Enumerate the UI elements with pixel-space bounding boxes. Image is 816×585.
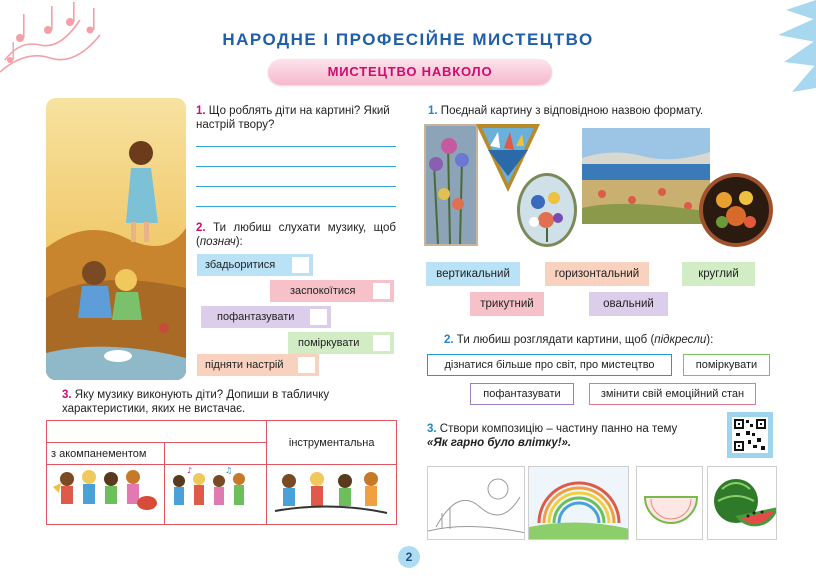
question-3-text xyxy=(62,388,396,416)
question-2-number: 2. xyxy=(196,222,206,234)
table-cell-instrumental: інструментальна xyxy=(267,421,397,465)
format-vertical[interactable]: вертикальний xyxy=(426,262,520,286)
leaf-decoration xyxy=(756,0,816,100)
option-lift-mood[interactable]: підняти настрій xyxy=(197,354,319,376)
table-image-cell xyxy=(164,465,267,525)
option-calm-down[interactable]: заспокоїтися xyxy=(270,280,394,302)
question-3-number: 3. xyxy=(62,389,72,401)
children-painting-image xyxy=(46,98,186,380)
table-image-cell xyxy=(47,465,165,525)
right-question-1-prompt: Поєднай картину з відповідною назвою формату. xyxy=(440,105,704,117)
table-cell[interactable] xyxy=(47,421,267,443)
purpose-change-emotion[interactable]: змінити свій емоційний стан xyxy=(589,383,756,405)
watermelon-image xyxy=(708,467,777,540)
section-subtitle: МИСТЕЦТВО НАВКОЛО xyxy=(268,59,552,85)
children-orchestra-image xyxy=(267,465,395,521)
question-1-text xyxy=(196,104,396,132)
option-cheer-up[interactable]: збадьоритися xyxy=(197,254,313,276)
purpose-learn-more[interactable]: дізнатися більше про світ, про мистецтво xyxy=(427,354,672,376)
oval-painting[interactable] xyxy=(516,172,578,248)
checkbox[interactable] xyxy=(292,257,309,273)
question-3-prompt: Яку музику виконують діти? Допиши в табличку характеристики, яких не вистачає. xyxy=(62,389,330,415)
question-2-text: 2. Ти любиш слухати музику, щоб (познач): xyxy=(196,222,396,248)
composition-step-4 xyxy=(707,466,777,540)
format-triangular[interactable]: трикутний xyxy=(470,292,544,316)
table-cell[interactable] xyxy=(164,443,267,465)
checkbox[interactable] xyxy=(373,335,390,351)
answer-line[interactable] xyxy=(196,166,396,167)
table-image-cell xyxy=(267,465,397,525)
right-question-3-prompt: Створи композицію – частину панно на тему xyxy=(439,423,678,435)
option-reflect[interactable]: поміркувати xyxy=(288,332,394,354)
composition-theme: «Як гарно було влітку!». xyxy=(427,437,572,449)
purpose-fantasize[interactable]: пофантазувати xyxy=(470,383,574,405)
page-title: НАРОДНЕ І ПРОФЕСІЙНЕ МИСТЕЦТВО xyxy=(222,30,594,49)
option-fantasize[interactable]: пофантазувати xyxy=(201,306,331,328)
rainbow-sketch-image xyxy=(529,467,629,540)
vertical-painting[interactable] xyxy=(424,124,478,246)
checkbox[interactable] xyxy=(310,309,327,325)
format-horizontal[interactable]: горизонтальний xyxy=(545,262,649,286)
format-oval[interactable]: овальний xyxy=(589,292,668,316)
round-painting[interactable] xyxy=(698,172,774,248)
question-1-prompt: Що роблять діти на картині? Який настрій твору? xyxy=(196,105,390,131)
composition-step-1 xyxy=(427,466,525,540)
svg-text:♫: ♫ xyxy=(224,466,232,475)
svg-text:♪: ♪ xyxy=(186,466,192,475)
children-with-instruments-image xyxy=(47,465,163,521)
page-number: 2 xyxy=(398,546,420,568)
answer-line[interactable] xyxy=(196,206,396,207)
right-question-3-text xyxy=(427,422,719,450)
right-question-1-number: 1. xyxy=(428,105,438,117)
composition-step-2 xyxy=(528,466,629,540)
watermelon-sketch-image xyxy=(637,467,703,540)
answer-line[interactable] xyxy=(196,146,396,147)
format-round[interactable]: круглий xyxy=(682,262,755,286)
composition-step-3 xyxy=(636,466,703,540)
music-table xyxy=(46,420,397,525)
right-question-3-number: 3. xyxy=(427,423,437,435)
right-question-2-number: 2. xyxy=(444,334,454,346)
horizontal-painting[interactable] xyxy=(582,128,710,224)
right-question-2-text: 2. Ти любиш розглядати картини, щоб (підкресли): xyxy=(444,334,714,346)
checkbox[interactable] xyxy=(298,357,315,373)
answer-line[interactable] xyxy=(196,186,396,187)
question-1-number: 1. xyxy=(196,105,206,117)
table-cell-accompaniment: з акомпанементом xyxy=(47,443,165,465)
right-question-1-text xyxy=(428,104,768,118)
purpose-reflect[interactable]: поміркувати xyxy=(683,354,770,376)
checkbox[interactable] xyxy=(373,283,390,299)
qr-code-icon[interactable] xyxy=(727,412,773,458)
children-singing-image xyxy=(165,465,266,521)
sketch-outline-image xyxy=(428,467,525,540)
